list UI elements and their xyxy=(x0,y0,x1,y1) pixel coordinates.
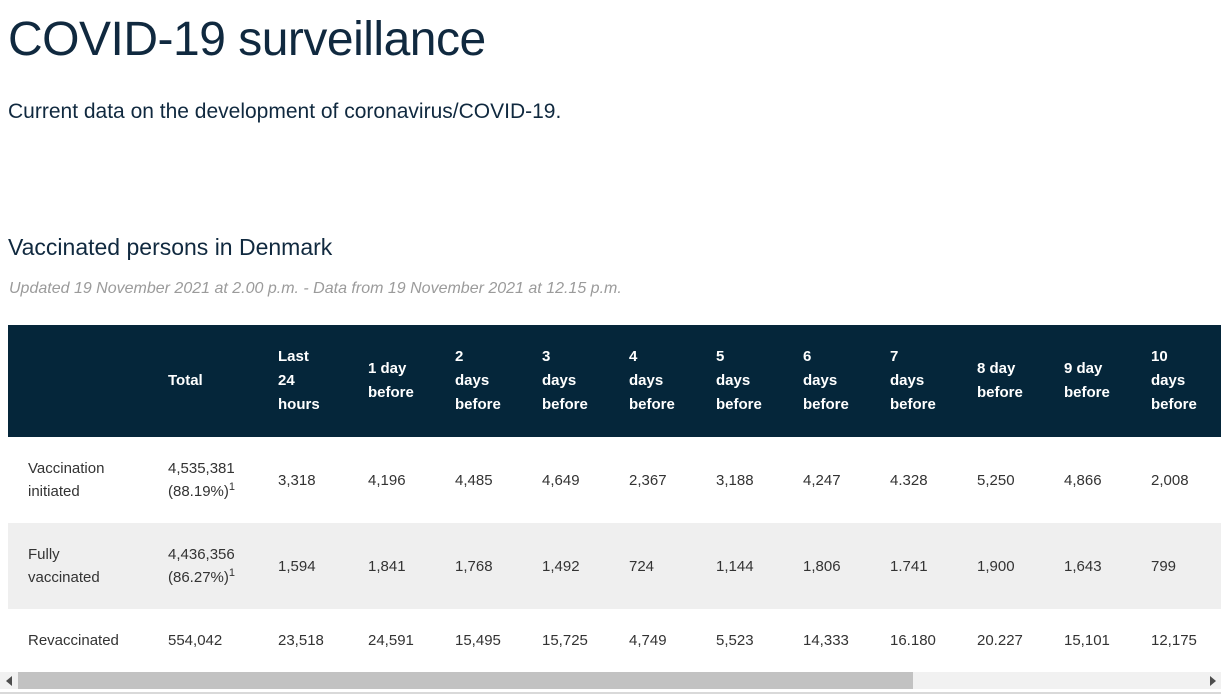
scroll-right-arrow[interactable] xyxy=(1204,672,1221,689)
scroll-left-arrow[interactable] xyxy=(0,672,17,689)
value-cell: 15,101 xyxy=(1044,609,1131,671)
value-cell: 1,841 xyxy=(348,523,435,609)
column-header-empty xyxy=(8,325,148,437)
value-cell: 20.227 xyxy=(957,609,1044,671)
value-cell: 15,495 xyxy=(435,609,522,671)
column-header-6-days-before: 6 days before xyxy=(783,325,870,437)
column-header-total: Total xyxy=(148,325,258,437)
table-header-row xyxy=(8,325,1221,437)
column-header-1-day-before: 1 day before xyxy=(348,325,435,437)
right-triangle-icon xyxy=(1210,676,1216,686)
value-cell: 4,485 xyxy=(435,437,522,523)
value-cell: 4,196 xyxy=(348,437,435,523)
footnote-marker: 1 xyxy=(228,567,235,579)
value-cell: 16.180 xyxy=(870,609,957,671)
page-subtitle: Current data on the development of coronavirus/COVID-19. xyxy=(8,100,562,123)
column-header-10-days-before: 10 days before xyxy=(1131,325,1221,437)
value-cell: 1,144 xyxy=(696,523,783,609)
table-row-vaccination-initiated xyxy=(8,437,1221,523)
column-header-3-days-before: 3 days before xyxy=(522,325,609,437)
row-label: Fully vaccinated xyxy=(8,523,148,609)
updated-note: Updated 19 November 2021 at 2.00 p.m. - Data from 19 November 2021 at 12.15 p.m. xyxy=(9,280,622,297)
value-cell: 1.741 xyxy=(870,523,957,609)
value-cell: 4,749 xyxy=(609,609,696,671)
value-cell: 3,188 xyxy=(696,437,783,523)
value-cell: 5,523 xyxy=(696,609,783,671)
value-cell: 2,367 xyxy=(609,437,696,523)
value-cell: 23,518 xyxy=(258,609,348,671)
total-cell: 4,436,356 $(86.27\%)^1$ xyxy=(148,523,258,609)
column-header-5-days-before: 5 days before xyxy=(696,325,783,437)
row-label: Vaccination initiated xyxy=(8,437,148,523)
row-label: Revaccinated xyxy=(8,609,148,671)
value-cell: 4.328 xyxy=(870,437,957,523)
value-cell: 24,591 xyxy=(348,609,435,671)
value-cell: 1,594 xyxy=(258,523,348,609)
horizontal-scrollbar[interactable] xyxy=(0,672,1221,689)
page-bottom-edge xyxy=(0,692,1221,694)
table-row-fully-vaccinated xyxy=(8,523,1221,609)
value-cell: 799 xyxy=(1131,523,1221,609)
value-cell: 4,866 xyxy=(1044,437,1131,523)
footnote-marker: 1 xyxy=(228,481,235,493)
value-cell: 1,806 xyxy=(783,523,870,609)
section-heading: Vaccinated persons in Denmark xyxy=(8,234,333,260)
table-row-revaccinated xyxy=(8,609,1221,671)
column-header-8-day-before: 8 day before xyxy=(957,325,1044,437)
data-table-viewport xyxy=(8,325,1221,672)
column-header-2-days-before: 2 days before xyxy=(435,325,522,437)
scrollbar-thumb[interactable] xyxy=(18,672,913,689)
column-header-9-day-before: 9 day before xyxy=(1044,325,1131,437)
value-cell: 5,250 xyxy=(957,437,1044,523)
column-header-last-24-hours: Last 24 hours xyxy=(258,325,348,437)
value-cell: 4,649 xyxy=(522,437,609,523)
column-header-4-days-before: 4 days before xyxy=(609,325,696,437)
value-cell: 1,492 xyxy=(522,523,609,609)
value-cell: 3,318 xyxy=(258,437,348,523)
value-cell: 4,247 xyxy=(783,437,870,523)
value-cell: 2,008 xyxy=(1131,437,1221,523)
value-cell: 1,643 xyxy=(1044,523,1131,609)
left-triangle-icon xyxy=(6,676,12,686)
page-title: COVID-19 surveillance xyxy=(8,13,486,66)
total-cell: 4,535,381 $(88.19\%)^1$ xyxy=(148,437,258,523)
column-header-7-days-before: 7 days before xyxy=(870,325,957,437)
vaccination-table xyxy=(8,325,1221,671)
value-cell: 15,725 xyxy=(522,609,609,671)
value-cell: 724 xyxy=(609,523,696,609)
total-cell: 554,042 xyxy=(148,609,258,671)
value-cell: 1,900 xyxy=(957,523,1044,609)
value-cell: 1,768 xyxy=(435,523,522,609)
value-cell: 14,333 xyxy=(783,609,870,671)
value-cell: 12,175 xyxy=(1131,609,1221,671)
